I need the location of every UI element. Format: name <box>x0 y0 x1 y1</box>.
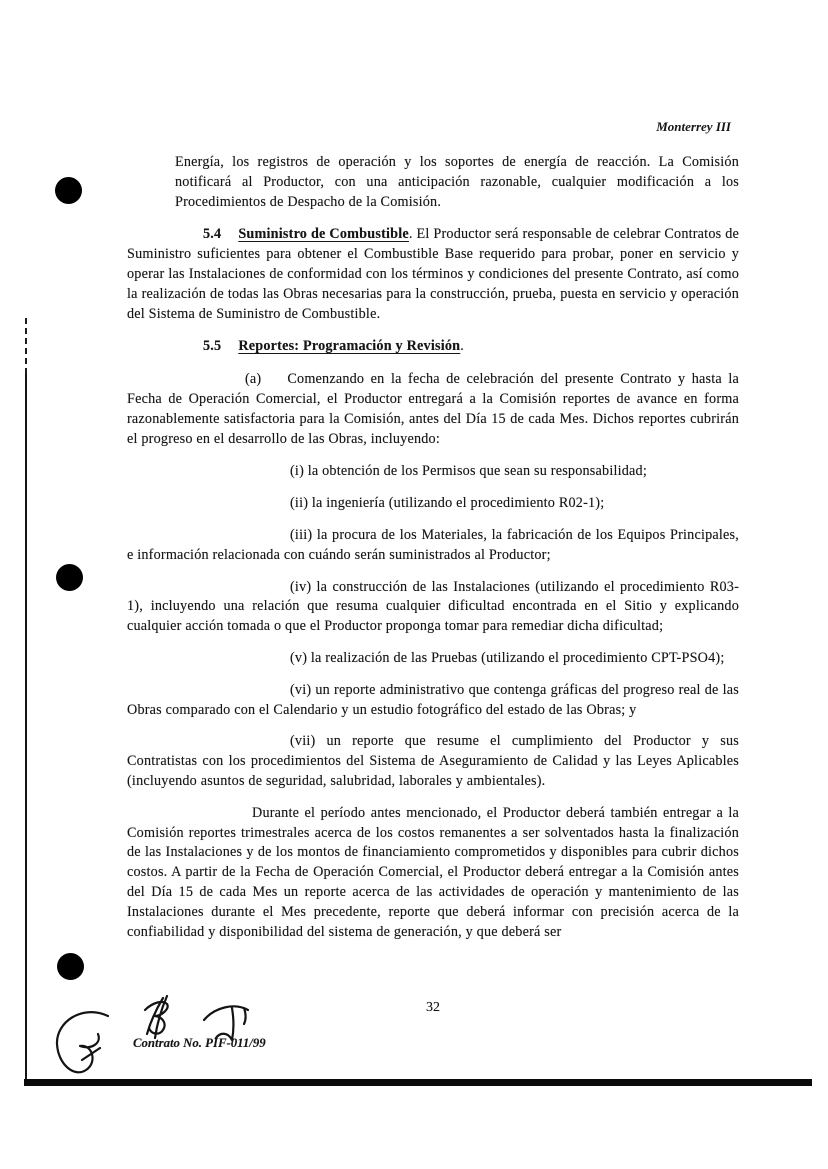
handwritten-initial-icon <box>137 994 173 1040</box>
section-5-4 <box>127 225 739 324</box>
section-5-4-number: 5.4 <box>203 226 222 243</box>
document-body <box>127 153 739 942</box>
handwritten-flourish-icon <box>48 1008 128 1078</box>
section-5-5-number: 5.5 <box>203 338 222 355</box>
scan-edge-line-bottom <box>24 1079 812 1086</box>
scan-edge-line-dashed <box>25 318 27 374</box>
section-5-5 <box>127 337 739 357</box>
page-number: 32 <box>426 1000 440 1015</box>
punch-hole-middle <box>56 564 83 591</box>
punch-hole-top <box>55 177 82 204</box>
list-item-i: (i) la obtención de los Permisos que sean su responsabilidad; <box>290 463 647 480</box>
clause-a-text: Comenzando en la fecha de celebración del presente Contrato y hasta la Fecha de Operación Comercial, el Productor entregará a la Comisión reportes de avance en forma razonablemente satisfactoria para la Comisión, antes del Día 15 de cada Mes. Dichos reportes cubrirán el progreso en el desarrollo de las Obras, incluyendo: <box>127 371 739 447</box>
section-5-4-body: El Productor será responsable de celebrar Contratos de Suministro suficientes para obtener el Combustible Base requerido para probar, poner en servicio y operar las Instalaciones de conformidad con los términos y condiciones del presente Contrato, así como la realización de todas las Obras necesarias para la construcción, prueba, puesta en servicio y operación del Sistema de Suministro de Combustible. <box>127 226 739 322</box>
list-item-vii: (vii) un reporte que resume el cumplimiento del Productor y sus Contratistas con los procedimientos del Sistema de Aseguramiento de Calidad y las Leyes Aplicables (incluyendo asuntos de seguridad, salubridad, laborales y ambientales). <box>127 733 739 789</box>
running-header: Monterrey III <box>656 119 731 134</box>
list-item-vi: (vi) un reporte administrativo que contenga gráficas del progreso real de las Obras comparado con el Calendario y un estudio fotográfico del estado de las Obras; y <box>127 681 739 718</box>
section-5-4-heading: Suministro de Combustible <box>238 226 409 243</box>
list-item-iii: (iii) la procura de los Materiales, la fabricación de los Equipos Principales, e información relacionada con cuándo serán suministrados al Productor; <box>127 526 739 563</box>
clause-a-label: (a) <box>245 371 262 388</box>
section-5-5-heading: Reportes: Programación y Revisión <box>238 338 461 355</box>
paragraph-closing: Durante el período antes mencionado, el Productor deberá también entregar a la Comisión reportes trimestrales acerca de los costos remanentes a ser solventados hasta la finalización de las Instalaciones y de los montos de financiamiento comprometidos y disponibles para cubrir dichos costos. A partir de la Fecha de Operación Comercial, el Productor deberá entregar a la Comisión antes del Día 15 de cada Mes un reporte acerca de las actividades de operación y mantenimiento de las Instalaciones durante el Mes precedente, reporte que deberá informar con precisión acerca de la confiabilidad y disponibilidad del sistema de generación, y que deberá ser <box>127 804 739 940</box>
list-item-v: (v) la realización de las Pruebas (utilizando el procedimiento CPT-PSO4); <box>290 649 725 666</box>
section-5-4-heading-period: . <box>408 226 413 243</box>
clause-a <box>127 370 739 449</box>
list-item-iv: (iv) la construcción de las Instalaciones (utilizando el procedimiento R03-1), incluyendo una relación que resuma cualquier dificultad encontrada en el Sitio y explicando cualquier acción tomada o que el Productor proponga tomar para remediar dicha dificultad; <box>127 578 739 635</box>
section-5-5-heading-period: . <box>460 338 464 355</box>
contract-number: Contrato No. PIF-011/99 <box>133 1036 266 1050</box>
scan-edge-line-vertical <box>25 374 27 1080</box>
list-item-ii: (ii) la ingeniería (utilizando el procedimiento R02-1); <box>290 495 605 512</box>
punch-hole-bottom <box>57 953 84 980</box>
paragraph-continuation: Energía, los registros de operación y los soportes de energía de reacción. La Comisión notificará al Productor, con una anticipación razonable, cualquier modificación a los Procedimientos de Despacho de la Comisión. <box>175 154 739 210</box>
